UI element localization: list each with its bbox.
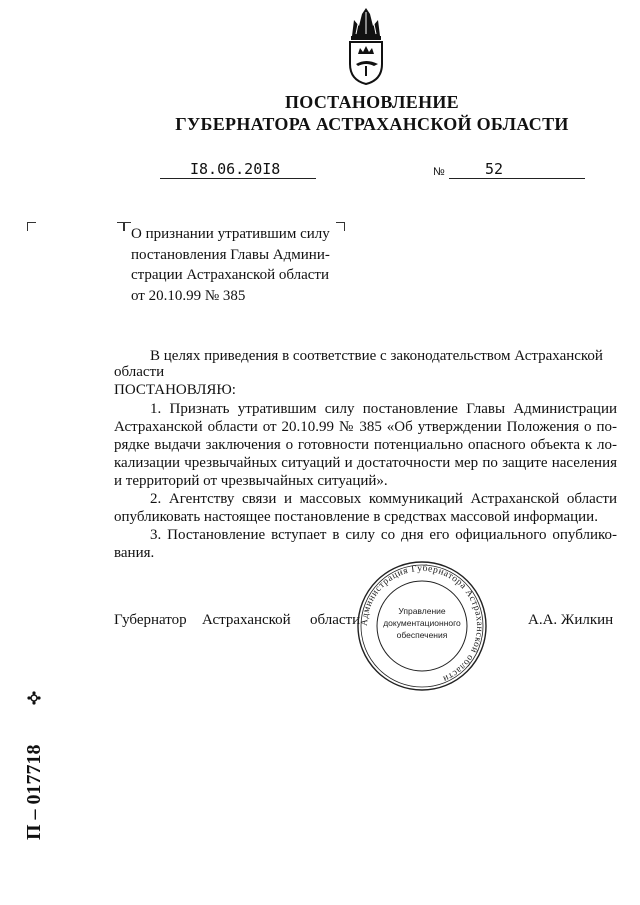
stamp-center-line: документационного bbox=[383, 618, 461, 628]
item-3-line: 3. Постановление вступает в силу со дня его официального опублико- bbox=[150, 527, 617, 543]
subject-line: О признании утратившим силу bbox=[131, 226, 330, 242]
subject-block bbox=[131, 224, 346, 306]
registration-code-text: П – 017718 bbox=[23, 744, 45, 840]
item-1-line: рядке выдачи заключения о готовности потенциально опасного объекта к ло- bbox=[114, 437, 617, 453]
subject-line: от 20.10.99 № 385 bbox=[131, 287, 246, 304]
stamp-ring-text: Администрация Губернатора Астраханской области bbox=[359, 563, 485, 684]
number-sign: № bbox=[433, 166, 445, 178]
issuer-heading: ГУБЕРНАТОРА АСТРАХАНСКОЙ ОБЛАСТИ bbox=[175, 114, 569, 134]
document-number: 52 bbox=[485, 160, 504, 178]
intro-line: области bbox=[114, 364, 165, 380]
item-1-line: Астраханской области от 20.10.99 № 385 «Об утверждении Положения о по- bbox=[114, 419, 617, 435]
date-underline bbox=[160, 178, 316, 179]
document-type-heading: ПОСТАНОВЛЕНИЕ bbox=[285, 92, 459, 112]
item-2-line: опубликовать настоящее постановление в средствах массовой информации. bbox=[114, 509, 598, 525]
coat-of-arms-icon bbox=[344, 6, 388, 86]
subject-corner-mark bbox=[124, 222, 131, 231]
intro-line: В целях приведения в соответствие с законодательством Астраханской bbox=[150, 348, 603, 364]
signatory-name: А.А. Жилкин bbox=[528, 612, 614, 628]
subject-line: постановления Главы Админи- bbox=[131, 246, 330, 263]
item-1-line: кализации чрезвычайных ситуаций и достаточности мер по защите населения bbox=[114, 455, 617, 471]
signatory-position-word: области bbox=[310, 612, 361, 628]
subject-line: страции Астраханской области bbox=[131, 267, 329, 283]
item-1-line: 1. Признать утратившим силу постановление Главы Администрации bbox=[150, 401, 617, 417]
stamp-center-line: обеспечения bbox=[396, 630, 448, 640]
item-3-line: вания. bbox=[114, 545, 155, 561]
registration-code bbox=[12, 690, 48, 850]
item-2-line: 2. Агентству связи и массовых коммуникаций Астраханской области bbox=[150, 491, 617, 507]
official-stamp bbox=[354, 558, 490, 694]
margin-corner-mark bbox=[27, 222, 36, 231]
document-date: I8.06.20I8 bbox=[190, 160, 281, 178]
stamp-center-line: Управление bbox=[398, 606, 446, 616]
number-underline bbox=[449, 178, 585, 179]
subject-corner-mark bbox=[117, 222, 124, 231]
signatory-position-word: Астраханской bbox=[202, 612, 291, 628]
decree-word: ПОСТАНОВЛЯЮ: bbox=[114, 382, 236, 398]
ornament-icon bbox=[27, 691, 40, 704]
item-1-line: и территорий от чрезвычайных ситуаций». bbox=[114, 473, 388, 489]
signatory-position-word: Губернатор bbox=[114, 612, 187, 628]
